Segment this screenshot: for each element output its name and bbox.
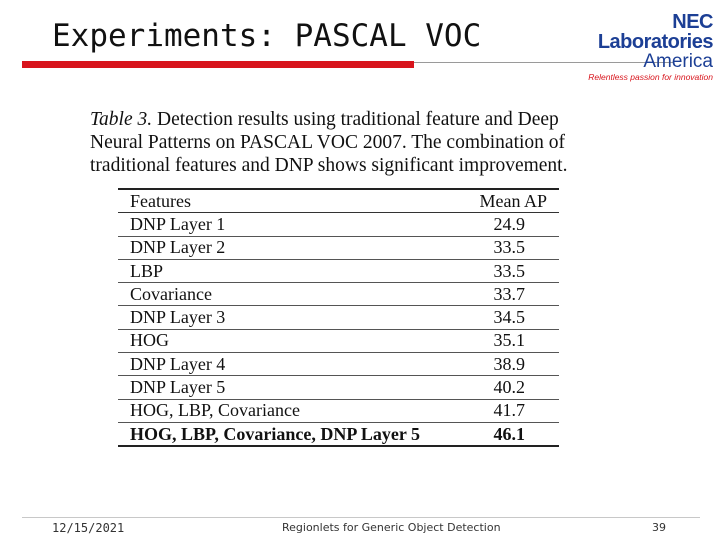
row-feature: Covariance (130, 283, 212, 304)
table-row (118, 306, 559, 329)
row-mean-ap: 24.9 (493, 213, 525, 234)
table-row-best (118, 422, 559, 446)
table-row (118, 399, 559, 422)
row-mean-ap: 33.5 (493, 260, 525, 281)
logo-tagline: Relentless passion for innovation (588, 72, 713, 82)
table-row (118, 353, 559, 376)
row-feature: HOG, LBP, Covariance (130, 400, 300, 421)
table-row (118, 376, 559, 399)
footer-divider (22, 517, 700, 518)
row-feature: LBP (130, 260, 164, 281)
row-mean-ap: 41.7 (493, 400, 525, 421)
table-row (118, 283, 559, 306)
row-mean-ap: 35.1 (493, 330, 525, 351)
title-rule-accent (22, 61, 414, 68)
row-mean-ap: 34.5 (493, 307, 525, 328)
row-feature: DNP Layer 3 (130, 307, 226, 328)
row-mean-ap: 40.2 (493, 377, 525, 398)
logo-region: America (643, 51, 713, 72)
caption-text: Detection results using traditional feature and Deep Neural Patterns on PASCAL VOC 2007. The combination of traditional features and DNP shows significant improvement. (90, 109, 568, 176)
footer-title: Regionlets for Generic Object Detection (282, 521, 501, 534)
nec-logo (578, 12, 713, 83)
footer-date: 12/15/2021 (52, 521, 125, 535)
results-table (118, 188, 559, 447)
slide-number: 39 (652, 521, 666, 534)
row-feature: DNP Layer 1 (130, 213, 226, 234)
logo-company-name: NEC Laboratories (597, 11, 713, 53)
table-row (118, 329, 559, 352)
row-feature: DNP Layer 5 (130, 377, 226, 398)
table-row (118, 236, 559, 259)
header-features: Features (130, 190, 191, 211)
table-caption (90, 108, 610, 177)
row-mean-ap: 46.1 (493, 423, 525, 444)
row-feature: HOG, LBP, Covariance, DNP Layer 5 (130, 423, 420, 444)
row-mean-ap: 38.9 (493, 353, 525, 374)
table-row (118, 213, 559, 236)
row-feature: HOG (130, 330, 169, 351)
table-header-row (118, 189, 559, 213)
row-mean-ap: 33.5 (493, 237, 525, 258)
row-feature: DNP Layer 4 (130, 353, 226, 374)
slide-title: Experiments: PASCAL VOC (52, 18, 482, 54)
table-row (118, 259, 559, 282)
results-table-container (118, 188, 559, 447)
caption-label: Table 3. (90, 109, 153, 130)
row-mean-ap: 33.7 (493, 283, 525, 304)
header-mean-ap: Mean AP (479, 190, 547, 211)
row-feature: DNP Layer 2 (130, 237, 226, 258)
